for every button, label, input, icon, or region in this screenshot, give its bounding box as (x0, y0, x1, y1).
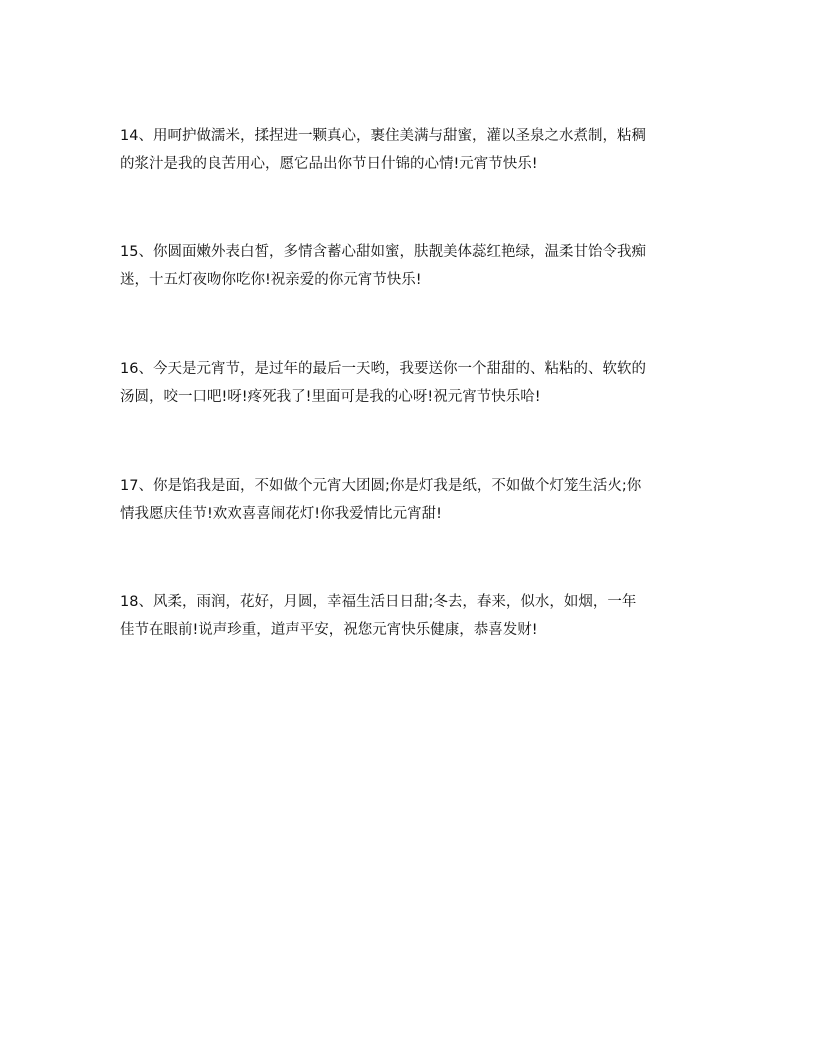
greeting-paragraph-17 (120, 472, 700, 528)
greeting-paragraph-16 (120, 355, 700, 411)
paragraph-line: 汤圆，咬一口吧!呀!疼死我了!里面可是我的心呀!祝元宵节快乐哈! (120, 389, 541, 405)
paragraph-line: 17、你是馅我是面，不如做个元宵大团圆;你是灯我是纸，不如做个灯笼生活火;你 (120, 478, 642, 494)
paragraph-line: 15、你圆面嫩外表白皙，多情含蓄心甜如蜜，肤靓美体蕊红艳绿，温柔甘饴令我痴 (120, 244, 646, 260)
paragraph-line: 14、用呵护做濡米，揉捏进一颗真心，裹住美满与甜蜜，灌以圣泉之水煮制，粘稠 (120, 128, 646, 144)
paragraph-line: 18、风柔，雨润，花好，月圆，幸福生活日日甜;冬去，春来，似水，如烟，一年 (120, 594, 637, 610)
paragraph-line: 情我愿庆佳节!欢欢喜喜闹花灯!你我爱情比元宵甜! (120, 506, 442, 522)
paragraph-line: 16、今天是元宵节，是过年的最后一天哟，我要送你一个甜甜的、粘粘的、软软的 (120, 361, 646, 377)
paragraph-line: 佳节在眼前!说声珍重，道声平安，祝您元宵快乐健康，恭喜发财! (120, 622, 538, 638)
greeting-paragraph-14 (120, 122, 700, 178)
paragraph-line: 的浆汁是我的良苦用心，愿它品出你节日什锦的心情!元宵节快乐! (120, 156, 538, 172)
paragraph-line: 迷，十五灯夜吻你吃你!祝亲爱的你元宵节快乐! (120, 272, 422, 288)
greeting-paragraph-15 (120, 238, 700, 294)
greeting-paragraph-18 (120, 588, 700, 644)
